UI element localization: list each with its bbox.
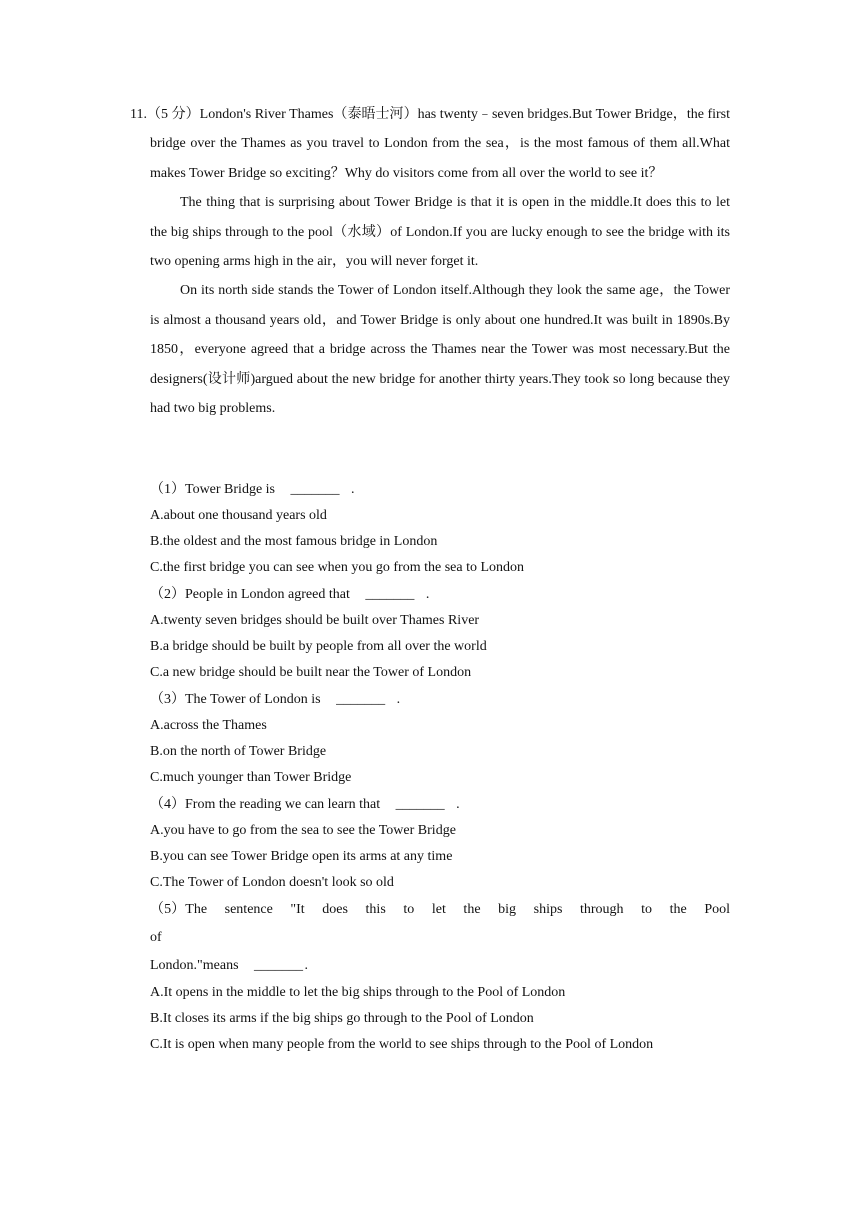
option-a[interactable]: A.It opens in the middle to let the big ships through to the Pool of London bbox=[150, 985, 566, 1000]
subquestion-4 bbox=[150, 791, 730, 818]
option-a[interactable]: A.about one thousand years old bbox=[150, 508, 327, 523]
subquestion-end: . bbox=[425, 587, 430, 602]
passage-paragraph: On its north side stands the Tower of London itself.Although they look the same age，the Tower is almost a thousand years old，and Tower Bridge is only about one hundred.It was built in 1890s.By 1850，everyone agreed that a bridge across the Thames near the Tower was most necessary.But the designers(设计师)argued about the new bridge for another thirty years.They took so long because they had two big problems. bbox=[150, 283, 730, 417]
subquestion-label: （2）People in London agreed that bbox=[150, 587, 350, 602]
subquestion-5: （5）The sentence "It does this to let the big ships through to the Pool of bbox=[150, 902, 730, 945]
subquestion-3 bbox=[150, 686, 730, 713]
subquestion-5-continued bbox=[150, 952, 730, 980]
option-a[interactable]: A.you have to go from the sea to see the Tower Bridge bbox=[150, 823, 456, 838]
subquestion-end: . bbox=[456, 797, 460, 812]
question-number: 11. bbox=[130, 107, 147, 122]
option-b[interactable]: B.you can see Tower Bridge open its arms at any time bbox=[150, 849, 453, 864]
subquestion-end: . bbox=[351, 482, 355, 497]
subquestion-2 bbox=[150, 581, 730, 608]
option-c[interactable]: C.The Tower of London doesn't look so old bbox=[150, 875, 394, 890]
subquestion-label: （3）The Tower of London is bbox=[150, 692, 321, 707]
subquestion-label: （4）From the reading we can learn that bbox=[150, 797, 381, 812]
option-b[interactable]: B.on the north of Tower Bridge bbox=[150, 744, 327, 759]
passage-intro-text: London's River Thames（泰晤士河）has twenty﹣seven bridges.But Tower Bridge，the first bridge over the Thames as you travel to London from the sea，is the most famous of them all.What makes Tower Bridge so exciting？Why do visitors come from all over the world to see it？ bbox=[150, 107, 731, 181]
subquestion-end: . bbox=[304, 958, 309, 973]
answer-blank[interactable]: _______ bbox=[290, 482, 340, 497]
subquestion-label: London."means bbox=[150, 958, 239, 973]
answer-blank[interactable]: _______ bbox=[395, 797, 445, 812]
subquestion-1 bbox=[150, 476, 730, 503]
answer-blank[interactable]: _______ bbox=[336, 692, 386, 707]
answer-blank[interactable]: _______ bbox=[254, 958, 304, 973]
option-a[interactable]: A.across the Thames bbox=[150, 718, 267, 733]
subquestion-label: （1）Tower Bridge is bbox=[150, 482, 276, 497]
passage-paragraph: The thing that is surprising about Tower Bridge is that it is open in the middle.It does this to let the big ships through to the pool（水域）of London.If you are lucky enough to see the bridge with its two opening arms high in the air，you will never forget it. bbox=[150, 195, 730, 270]
answer-blank[interactable]: _______ bbox=[365, 587, 415, 602]
reading-passage bbox=[130, 100, 730, 423]
option-a[interactable]: A.twenty seven bridges should be built over Thames River bbox=[150, 613, 480, 628]
question-intro bbox=[130, 100, 730, 188]
option-b[interactable]: B.It closes its arms if the big ships go through to the Pool of London bbox=[150, 1011, 534, 1026]
option-c[interactable]: C.the first bridge you can see when you go from the sea to London bbox=[150, 560, 525, 575]
option-c[interactable]: C.much younger than Tower Bridge bbox=[150, 770, 352, 785]
option-c[interactable]: C.a new bridge should be built near the Tower of London bbox=[150, 665, 472, 680]
option-b[interactable]: B.a bridge should be built by people from all over the world bbox=[150, 639, 487, 654]
question-score: （5 分） bbox=[146, 107, 200, 122]
subquestions bbox=[150, 476, 730, 1058]
subquestion-end: . bbox=[396, 692, 401, 707]
option-b[interactable]: B.the oldest and the most famous bridge in London bbox=[150, 534, 438, 549]
option-c[interactable]: C.It is open when many people from the world to see ships through to the Pool of London bbox=[150, 1037, 654, 1052]
